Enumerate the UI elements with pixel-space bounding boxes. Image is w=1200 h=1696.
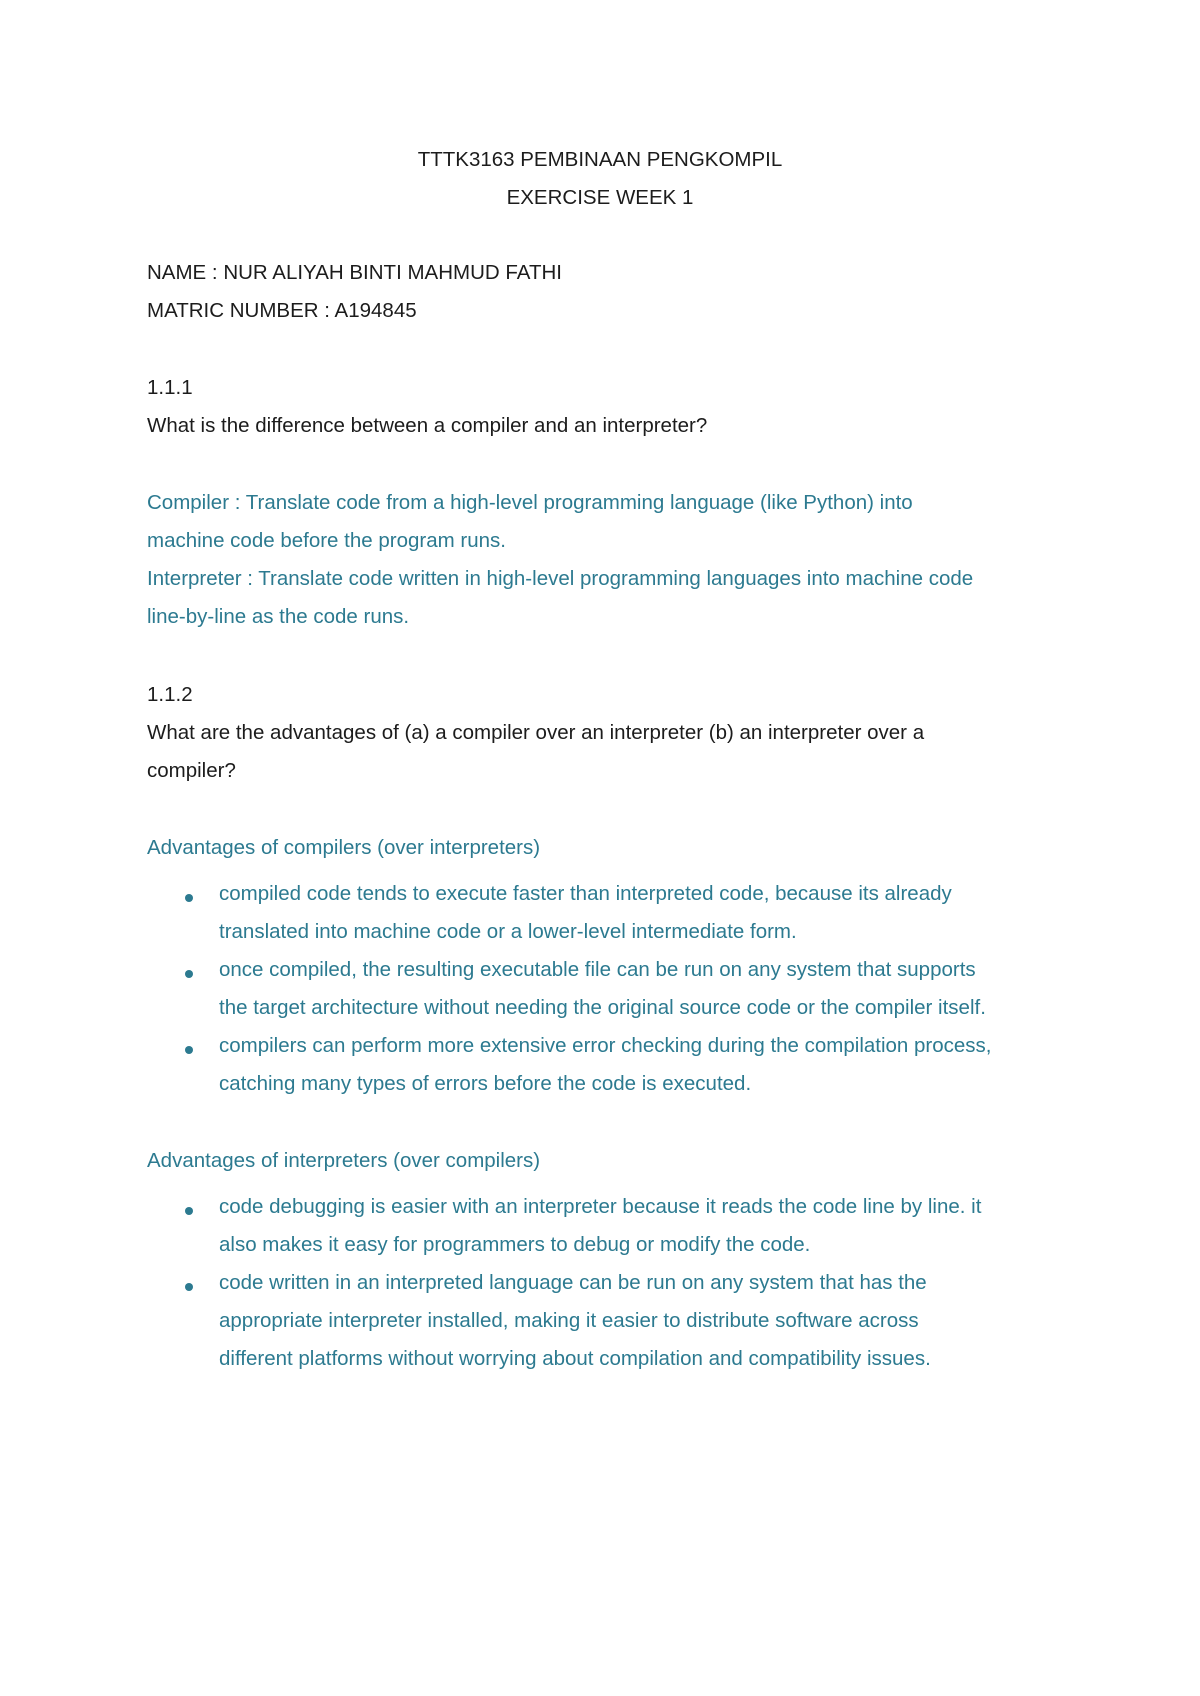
interpreter-definition-line: line-by-line as the code runs. xyxy=(147,605,410,628)
interpreter-advantage-line: code written in an interpreted language can be run on any system that has the xyxy=(219,1271,927,1294)
matric-number: MATRIC NUMBER : A194845 xyxy=(147,299,417,322)
bullet-icon xyxy=(185,1046,193,1054)
question-text-2-line: compiler? xyxy=(147,759,236,782)
student-name: NAME : NUR ALIYAH BINTI MAHMUD FATHI xyxy=(147,261,562,284)
compiler-advantage-line: catching many types of errors before the code is executed. xyxy=(219,1072,752,1095)
interpreter-advantage-line: appropriate interpreter installed, making it easier to distribute software across xyxy=(219,1309,919,1332)
compiler-advantage-line: compiled code tends to execute faster than interpreted code, because its already xyxy=(219,882,952,905)
compiler-advantage-line: translated into machine code or a lower-level intermediate form. xyxy=(219,920,797,943)
course-title: TTTK3163 PEMBINAAN PENGKOMPIL xyxy=(417,148,783,171)
question-text-1: What is the difference between a compiler and an interpreter? xyxy=(147,414,708,437)
compiler-advantage-line: the target architecture without needing the original source code or the compiler itself. xyxy=(219,996,986,1019)
bullet-icon xyxy=(185,1207,193,1215)
compiler-advantage-line: once compiled, the resulting executable file can be run on any system that supports xyxy=(219,958,976,981)
exercise-title: EXERCISE WEEK 1 xyxy=(506,186,694,209)
interpreter-advantage-line: also makes it easy for programmers to debug or modify the code. xyxy=(219,1233,811,1256)
interpreter-advantages-heading: Advantages of interpreters (over compilers) xyxy=(147,1149,541,1172)
compiler-definition-line: Compiler : Translate code from a high-level programming language (like Python) into xyxy=(147,491,913,514)
interpreter-advantage-line: code debugging is easier with an interpreter because it reads the code line by line. it xyxy=(219,1195,982,1218)
compiler-definition-line: machine code before the program runs. xyxy=(147,529,506,552)
bullet-icon xyxy=(185,894,193,902)
interpreter-definition-line: Interpreter : Translate code written in high-level programming languages into machine code xyxy=(147,567,974,590)
question-number-1: 1.1.1 xyxy=(147,376,193,399)
question-text-2-line: What are the advantages of (a) a compiler over an interpreter (b) an interpreter over a xyxy=(147,721,925,744)
bullet-icon xyxy=(185,970,193,978)
question-number-2: 1.1.2 xyxy=(147,683,193,706)
interpreter-advantage-line: different platforms without worrying about compilation and compatibility issues. xyxy=(219,1347,931,1370)
bullet-icon xyxy=(185,1283,193,1291)
compiler-advantages-heading: Advantages of compilers (over interpreters) xyxy=(147,836,541,859)
compiler-advantage-line: compilers can perform more extensive error checking during the compilation process, xyxy=(219,1034,992,1057)
